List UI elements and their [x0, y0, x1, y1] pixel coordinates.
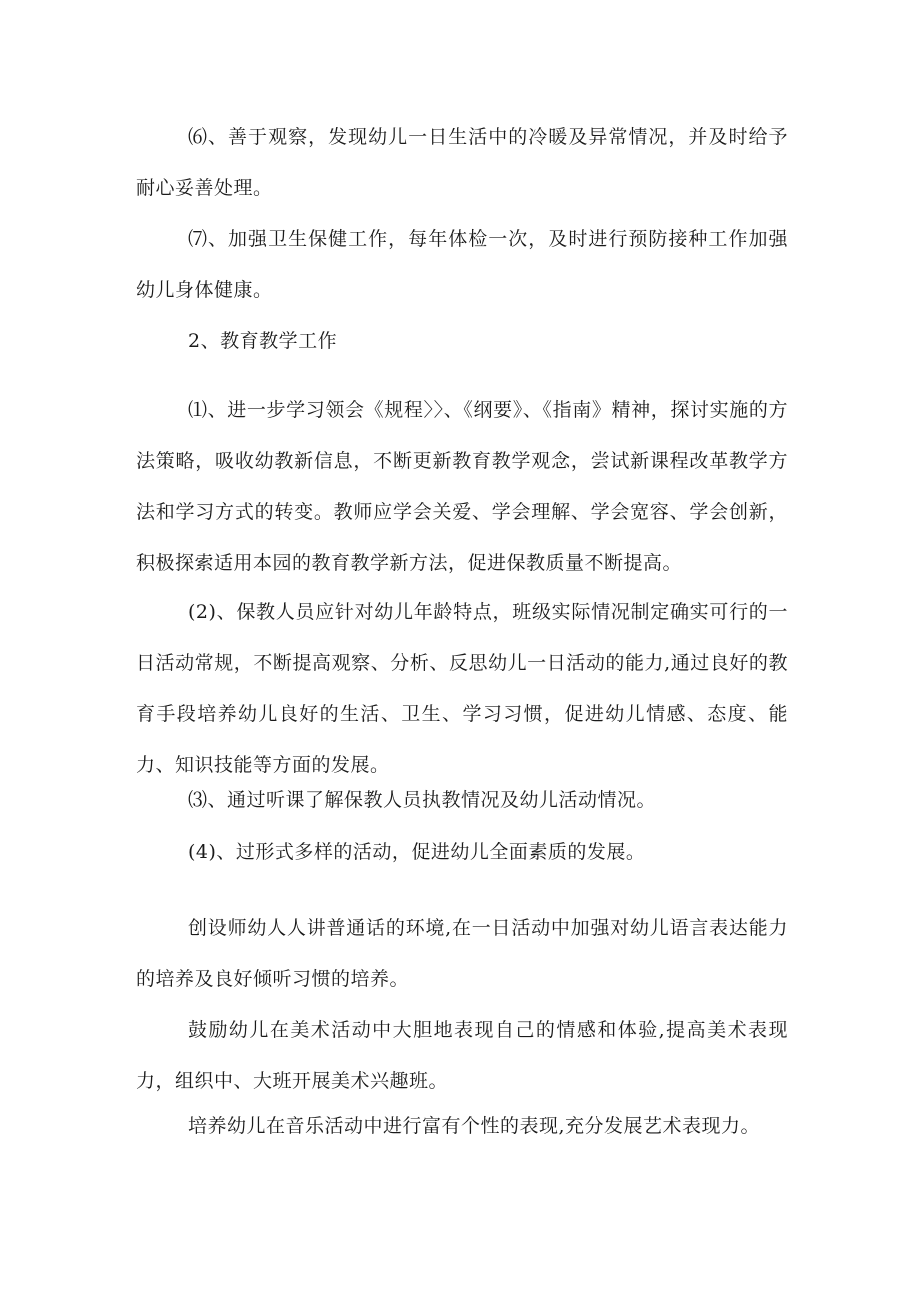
paragraph-teaching-1: ⑴、进一步学习领会《规程〉〉、《纲要》、《指南》精神，探讨实施的方法策略，吸收幼教新信息，不断更新教育教学观念，尝试新课程改革教学方法和学习方式的转变。教师应学会关爱、学会理解、学会宽容、学会创新，积极探索适用本园的教育教学新方法，促进保教质量不断提高。 — [136, 399, 788, 574]
paragraph-teaching-2: (2)、保教人员应针对幼儿年龄特点，班级实际情况制定确实可行的一日活动常规，不断提高观察、分析、反思幼儿一日活动的能力,通过良好的教育手段培养幼儿良好的生活、卫生、学习习惯，促进幼儿情感、态度、能力、知识技能等方面的发展。 — [136, 601, 788, 776]
section-heading-teaching: 2、教育教学工作 — [188, 330, 338, 352]
paragraph-teaching-4: (4)、过形式多样的活动，促进幼儿全面素质的发展。 — [188, 841, 646, 863]
paragraph-music: 培养幼儿在音乐活动中进行富有个性的表现,充分发展艺术表现力。 — [188, 1115, 761, 1137]
paragraph-teaching-3: ⑶、通过听课了解保教人员执教情况及幼儿活动情况。 — [188, 789, 657, 811]
paragraph-art: 鼓励幼儿在美术活动中大胆地表现自己的情感和体验,提高美术表现力，组织中、大班开展美术兴趣班。 — [136, 1019, 788, 1092]
paragraph-item-7: ⑺、加强卫生保健工作，每年体检一次，及时进行预防接种工作加强幼儿身体健康。 — [136, 228, 788, 301]
paragraph-item-6: ⑹、善于观察，发现幼儿一日生活中的冷暖及异常情况，并及时给予耐心妥善处理。 — [136, 126, 788, 199]
paragraph-language: 创设师幼人人讲普通话的环境,在一日活动中加强对幼儿语言表达能力的培养及良好倾听习惯的培养。 — [136, 917, 788, 990]
